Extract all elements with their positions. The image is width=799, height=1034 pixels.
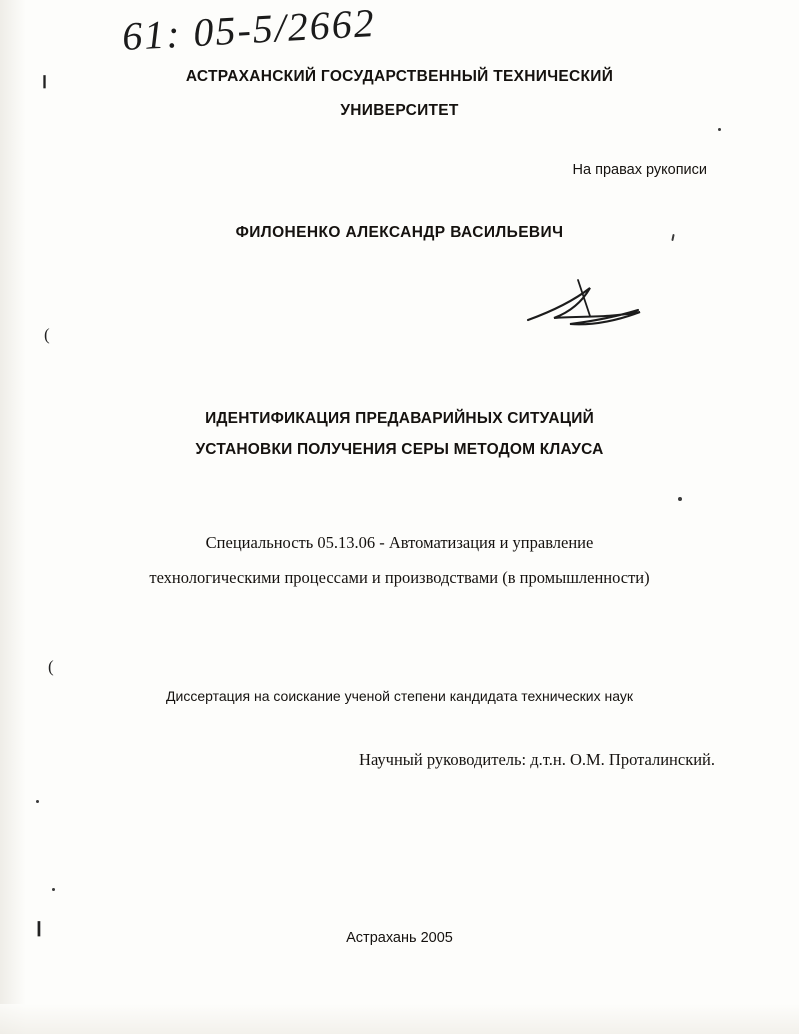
speciality-line-1: Специальность 05.13.06 - Автоматизация и управление: [205, 533, 594, 552]
dissertation-title-line-1: ИДЕНТИФИКАЦИЯ ПРЕДАВАРИЙНЫХ СИТУАЦИЙ: [205, 410, 594, 427]
scan-speck-4: [36, 800, 39, 803]
margin-mark-4: Ⅰ: [36, 919, 42, 941]
scan-speck-1: [718, 128, 721, 131]
scan-speck-5: [52, 888, 55, 891]
margin-mark-1: Ⅰ: [42, 73, 48, 92]
scan-edge-shadow-left: [0, 0, 26, 1034]
manuscript-rights-note: На правах рукописи: [572, 162, 707, 178]
university-name-line-2: УНИВЕРСИТЕТ: [340, 102, 459, 119]
scan-speck-3: [678, 497, 682, 501]
scientific-advisor: Научный руководитель: д.т.н. О.М. Проталинский.: [359, 750, 715, 769]
scan-edge-shadow-bottom: [0, 1004, 799, 1034]
margin-mark-3: (: [48, 657, 54, 676]
university-name-line-1: АСТРАХАНСКИЙ ГОСУДАРСТВЕННЫЙ ТЕХНИЧЕСКИЙ: [185, 68, 614, 85]
degree-statement: Диссертация на соискание ученой степени кандидата технических наук: [166, 688, 633, 704]
dissertation-title-line-2: УСТАНОВКИ ПОЛУЧЕНИЯ СЕРЫ МЕТОДОМ КЛАУСА: [195, 441, 604, 458]
handwritten-signature-icon: [520, 272, 670, 342]
place-and-year: Астрахань 2005: [346, 930, 453, 946]
handwritten-catalog-code: 61: 05-5/2662: [120, 0, 377, 60]
author-name: ФИЛОНЕНКО АЛЕКСАНДР ВАСИЛЬЕВИЧ: [235, 224, 564, 241]
speciality-line-2: технологическими процессами и производствами (в промышленности): [149, 568, 650, 587]
margin-mark-2: (: [44, 325, 50, 344]
